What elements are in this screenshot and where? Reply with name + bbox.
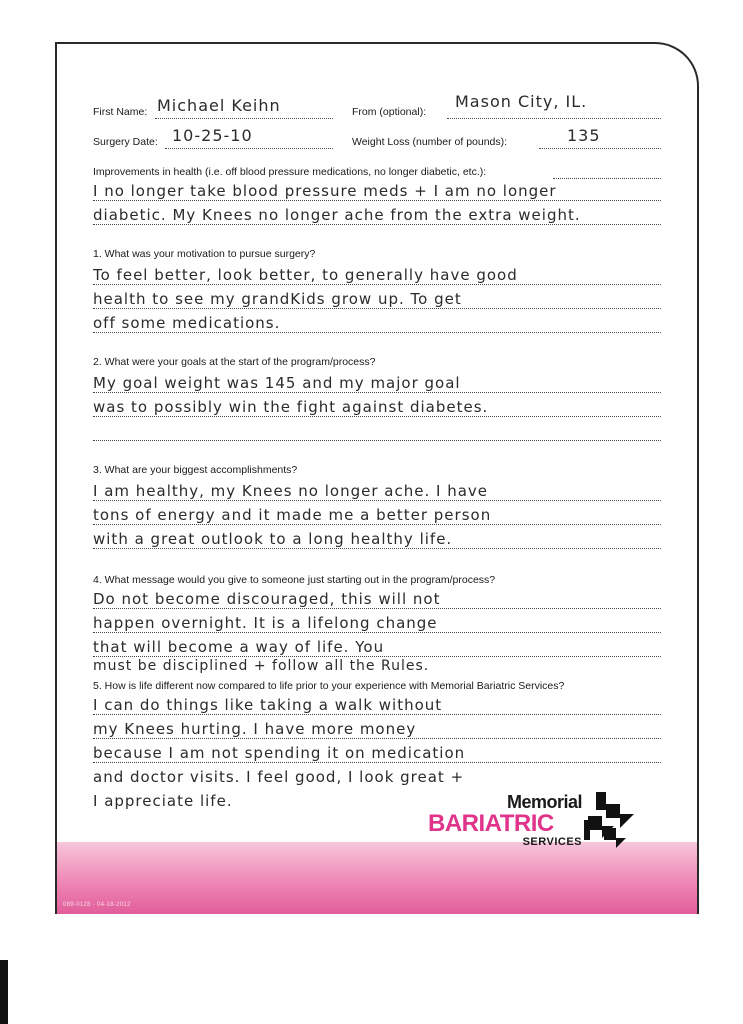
answer-rule	[93, 224, 661, 225]
logo-bariatric-text: BARIATRIC	[428, 810, 554, 837]
answer-rule	[93, 440, 661, 441]
question-4-answer-line-2: happen overnight. It is a lifelong change	[93, 614, 438, 632]
question-4-answer-line-1: Do not become discouraged, this will not	[93, 590, 441, 608]
form-sheet	[55, 42, 699, 914]
answer-rule	[93, 308, 661, 309]
question-3-answer-line-1: I am healthy, my Knees no longer ache. I have	[93, 482, 488, 500]
question-5-answer-line-2: my Knees hurting. I have more money	[93, 720, 417, 738]
answer-rule	[93, 284, 661, 285]
scan-edge-bar	[0, 960, 8, 1024]
answer-rule	[93, 714, 661, 715]
answer-rule	[93, 762, 661, 763]
surgery-date-value: 10-25-10	[172, 126, 253, 145]
improvements-line-2: diabetic. My Knees no longer ache from the extra weight.	[93, 206, 581, 224]
answer-rule	[93, 332, 661, 333]
answer-rule	[93, 200, 661, 201]
answer-rule	[93, 392, 661, 393]
surgery-date-label: Surgery Date:	[93, 136, 158, 148]
improvements-label-line	[553, 178, 661, 179]
first-name-line	[155, 118, 333, 119]
form-code: 089-0128 · 04-18-2012	[63, 902, 131, 908]
first-name-value: Michael Keihn	[157, 96, 281, 115]
first-name-label: First Name:	[93, 106, 148, 118]
question-2-answer-line-1: My goal weight was 145 and my major goal	[93, 374, 461, 392]
answer-rule	[93, 738, 661, 739]
question-4-answer-line-4: must be disciplined + follow all the Rules.	[93, 658, 430, 674]
question-5-answer-line-4: and doctor visits. I feel good, I look great +	[93, 768, 465, 786]
question-4-answer-line-3: that will become a way of life. You	[93, 638, 385, 656]
answer-rule	[93, 524, 661, 525]
question-5-answer-line-1: I can do things like taking a walk without	[93, 696, 443, 714]
question-1-answer-line-3: off some medications.	[93, 314, 281, 332]
question-5-label: 5. How is life different now compared to life prior to your experience with Memorial Bariatric Services?	[93, 680, 565, 692]
improvements-label: Improvements in health (i.e. off blood pressure medications, no longer diabetic, etc.):	[93, 166, 487, 178]
from-label: From (optional):	[352, 106, 427, 118]
question-3-answer-line-2: tons of energy and it made me a better person	[93, 506, 492, 524]
answer-rule	[93, 548, 661, 549]
question-2-label: 2. What were your goals at the start of the program/process?	[93, 356, 376, 368]
question-1-answer-line-2: health to see my grandKids grow up. To get	[93, 290, 462, 308]
answer-rule	[93, 632, 661, 633]
memorial-bariatric-logo	[428, 788, 668, 852]
weight-loss-value: 135	[567, 126, 601, 145]
from-line	[447, 118, 661, 119]
answer-rule	[93, 416, 661, 417]
answer-rule	[93, 500, 661, 501]
answer-rule	[93, 608, 661, 609]
logo-services-text: SERVICES	[522, 836, 582, 848]
question-3-label: 3. What are your biggest accomplishments?	[93, 464, 298, 476]
logo-memorial-text: Memorial	[506, 792, 582, 812]
improvements-line-1: I no longer take blood pressure meds + I am no longer	[93, 182, 557, 200]
question-5-answer-line-5: I appreciate life.	[93, 792, 233, 810]
question-5-answer-line-3: because I am not spending it on medication	[93, 744, 466, 762]
answer-rule	[93, 656, 661, 657]
question-2-answer-line-2: was to possibly win the fight against diabetes.	[93, 398, 489, 416]
question-1-label: 1. What was your motivation to pursue surgery?	[93, 248, 316, 260]
question-3-answer-line-3: with a great outlook to a long healthy life.	[93, 530, 453, 548]
question-4-label: 4. What message would you give to someone just starting out in the program/process?	[93, 574, 496, 586]
from-value: Mason City, IL.	[455, 92, 588, 111]
surgery-date-line	[165, 148, 333, 149]
weight-loss-label: Weight Loss (number of pounds):	[352, 136, 508, 148]
weight-loss-line	[539, 148, 661, 149]
pink-footer-band	[57, 842, 697, 914]
logo-cross-mark-icon	[582, 790, 636, 848]
question-1-answer-line-1: To feel better, look better, to generally have good	[93, 266, 518, 284]
